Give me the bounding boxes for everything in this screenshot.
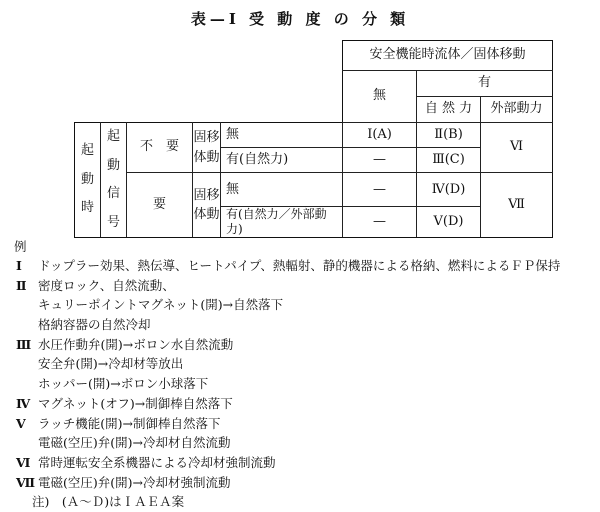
example-item bbox=[12, 315, 592, 335]
example-text: 格納容器の自然冷却 bbox=[38, 317, 151, 333]
class-cell: Ⅱ(B) bbox=[417, 123, 481, 148]
example-text: マグネット(オフ)→制御棒自然落下 bbox=[38, 395, 233, 411]
example-item bbox=[12, 394, 592, 414]
class-cell: Ⅳ(D) bbox=[417, 173, 481, 207]
example-item bbox=[12, 256, 592, 276]
example-class bbox=[12, 433, 38, 453]
class-cell: Ⅴ(D) bbox=[417, 207, 481, 238]
class-cell: — bbox=[343, 207, 417, 238]
example-class: Ⅵ bbox=[16, 454, 31, 470]
example-item bbox=[12, 335, 592, 355]
class-cell: — bbox=[343, 173, 417, 207]
classification-table bbox=[74, 40, 553, 238]
example-class bbox=[12, 374, 38, 394]
movement-none: 無 bbox=[221, 173, 343, 207]
class-cell-external: Ⅶ bbox=[481, 173, 553, 238]
example-text: 常時運転安全系機器による冷却材強制流動 bbox=[38, 454, 276, 470]
example-class bbox=[12, 315, 38, 335]
example-text: 密度ロック、自然流動、 bbox=[38, 277, 175, 293]
example-item bbox=[12, 374, 592, 394]
example-class: Ⅴ bbox=[16, 415, 26, 431]
example-item bbox=[12, 295, 592, 315]
example-class: Ⅲ bbox=[16, 336, 32, 352]
example-class: Ⅳ bbox=[16, 395, 31, 411]
example-item bbox=[12, 354, 592, 374]
class-cell-external: Ⅵ bbox=[481, 123, 553, 173]
movement-type-label: 固移 体動 bbox=[193, 123, 221, 173]
footnote: 注) (Ａ～Ｄ)はＩＡＥＡ案 bbox=[32, 494, 185, 510]
example-class bbox=[12, 354, 38, 374]
class-cell: Ⅲ(C) bbox=[417, 148, 481, 173]
example-item bbox=[12, 433, 592, 453]
example-text: ドップラー効果、熱伝導、ヒートパイプ、熱輻射、静的機器による格納、燃料によるＦＰ保持 bbox=[38, 258, 561, 273]
start-signal-label: 起 動 信 号 bbox=[101, 123, 127, 238]
example-class: Ⅰ bbox=[16, 258, 22, 273]
example-class: Ⅶ bbox=[16, 474, 36, 490]
examples-heading: 例 bbox=[14, 239, 27, 254]
signal-necessary: 要 bbox=[127, 173, 193, 238]
table-title: 表—Ⅰ 受 動 度 の 分 類 bbox=[190, 10, 410, 28]
example-text: キュリーポイントマグネット(開)→自然落下 bbox=[38, 297, 284, 313]
example-text: 電磁(空圧)弁(開)→冷却材強制流動 bbox=[38, 474, 231, 490]
example-text: 安全弁(開)→冷却材等放出 bbox=[38, 356, 184, 372]
header-yes: 有 bbox=[417, 71, 553, 97]
movement-none: 無 bbox=[221, 123, 343, 148]
class-cell: Ⅰ(A) bbox=[343, 123, 417, 148]
example-item bbox=[12, 473, 592, 493]
example-text: ラッチ機能(開)→制御棒自然落下 bbox=[38, 415, 221, 431]
example-class: Ⅱ bbox=[16, 277, 27, 293]
example-item bbox=[12, 414, 592, 434]
example-class bbox=[12, 295, 38, 315]
movement-type-label: 固移 体動 bbox=[193, 173, 221, 238]
example-text: ホッパー(開)→ボロン小球落下 bbox=[38, 376, 209, 392]
header-none: 無 bbox=[343, 71, 417, 123]
example-text: 電磁(空圧)弁(開)→冷却材自然流動 bbox=[38, 435, 231, 451]
header-fluid-solid-movement: 安全機能時流体／固体移動 bbox=[343, 41, 553, 71]
start-time-label: 起 動 時 bbox=[75, 123, 101, 238]
header-natural-force: 自 然 力 bbox=[417, 97, 481, 123]
class-cell: — bbox=[343, 148, 417, 173]
example-item bbox=[12, 453, 592, 473]
examples-section bbox=[12, 237, 592, 512]
signal-unnecessary: 不 要 bbox=[127, 123, 193, 173]
movement-natural: 有(自然力) bbox=[221, 148, 343, 173]
header-external-power: 外部動力 bbox=[481, 97, 553, 123]
example-text: 水圧作動弁(開)→ボロン水自然流動 bbox=[38, 336, 234, 352]
movement-natural-external: 有(自然力／外部動力) bbox=[221, 207, 343, 238]
example-item bbox=[12, 276, 592, 296]
